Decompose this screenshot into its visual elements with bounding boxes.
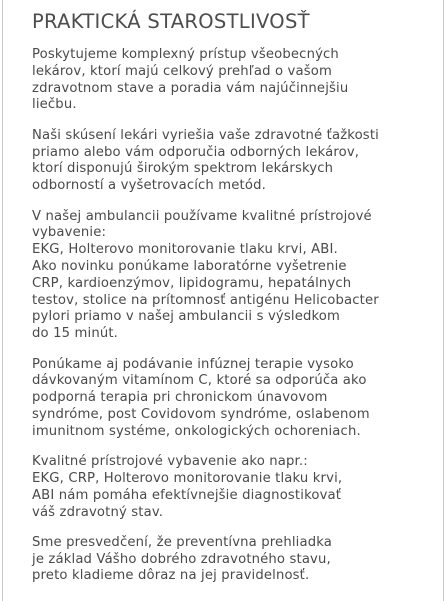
paragraph-line: Sme presvedčení, že preventívna prehliadka xyxy=(32,534,332,550)
paragraph-line: podporná terapia pri chronickom únavovom xyxy=(32,390,328,406)
paragraph-line: do 15 minút. xyxy=(32,326,118,342)
paragraph xyxy=(32,454,437,521)
paragraph-line: preto kladieme dôraz na jej pravidelnosť. xyxy=(32,568,310,584)
paragraph-line: váš zdravotný stav. xyxy=(32,504,164,520)
paragraph-line: Ponúkame aj podávanie infúznej terapie vysoko xyxy=(32,356,354,372)
paragraph-line: priamo alebo vám odporučia odborných lekárov, xyxy=(32,144,360,160)
paragraph xyxy=(32,128,437,195)
paragraph-line: dávkovaným vitamínom C, ktoré sa odporúča ako xyxy=(32,373,367,389)
paragraph-line: vybavenie: xyxy=(32,225,107,241)
paragraph-line: syndróme, post Covidovom syndróme, oslabenom xyxy=(32,406,370,422)
paragraph xyxy=(32,535,437,585)
paragraph xyxy=(32,209,437,343)
page-title: PRAKTICKÁ STAROSTLIVOSŤ xyxy=(32,10,310,33)
paragraph-line: testov, stolice na prítomnosť antigénu Helicobacter xyxy=(32,292,379,308)
paragraph-line: V našej ambulancii používame kvalitné prístrojové xyxy=(32,208,372,224)
paragraph-line: imunitnom systéme, onkologických ochoreniach. xyxy=(32,423,361,439)
paragraph-line: je základ Vášho dobrého zdravotného stavu, xyxy=(32,551,331,567)
paragraph-line: Poskytujeme komplexný prístup všeobecných xyxy=(32,47,339,62)
paragraph-line: CRP, kardioenzýmov, lipidogramu, hepatálnych xyxy=(32,275,352,291)
paragraph-line: EKG, Holterovo monitorovanie tlaku krvi, ABI. xyxy=(32,242,338,258)
paragraph-line: ABI nám pomáha efektívnejšie diagnostikovať xyxy=(32,487,342,503)
paragraph-line: liečbu. xyxy=(32,97,77,113)
paragraph-line: ktorí disponujú širokým spektrom lekárskych xyxy=(32,161,334,177)
paragraph xyxy=(32,357,437,441)
paragraph-line: zdravotnom stave a poradia vám najúčinnejšiu xyxy=(32,80,349,96)
article-body xyxy=(32,47,437,599)
paragraph xyxy=(32,47,437,114)
paragraph-line: pylori priamo v našej ambulancii s výsledkom xyxy=(32,309,341,325)
paragraph-line: EKG, CRP, Holterovo monitorovanie tlaku krvi, xyxy=(32,470,343,486)
paragraph-line: odborností a vyšetrovacích metód. xyxy=(32,178,266,194)
paragraph-line: Naši skúsení lekári vyriešia vaše zdravotné ťažkosti xyxy=(32,127,379,143)
paragraph-line: Kvalitné prístrojové vybavenie ako napr.: xyxy=(32,454,308,470)
paragraph-line: lekárov, ktorí majú celkový prehľad o vašom xyxy=(32,63,332,79)
content-panel xyxy=(2,0,444,601)
paragraph-line: Ako novinku ponúkame laboratórne vyšetrenie xyxy=(32,258,347,274)
